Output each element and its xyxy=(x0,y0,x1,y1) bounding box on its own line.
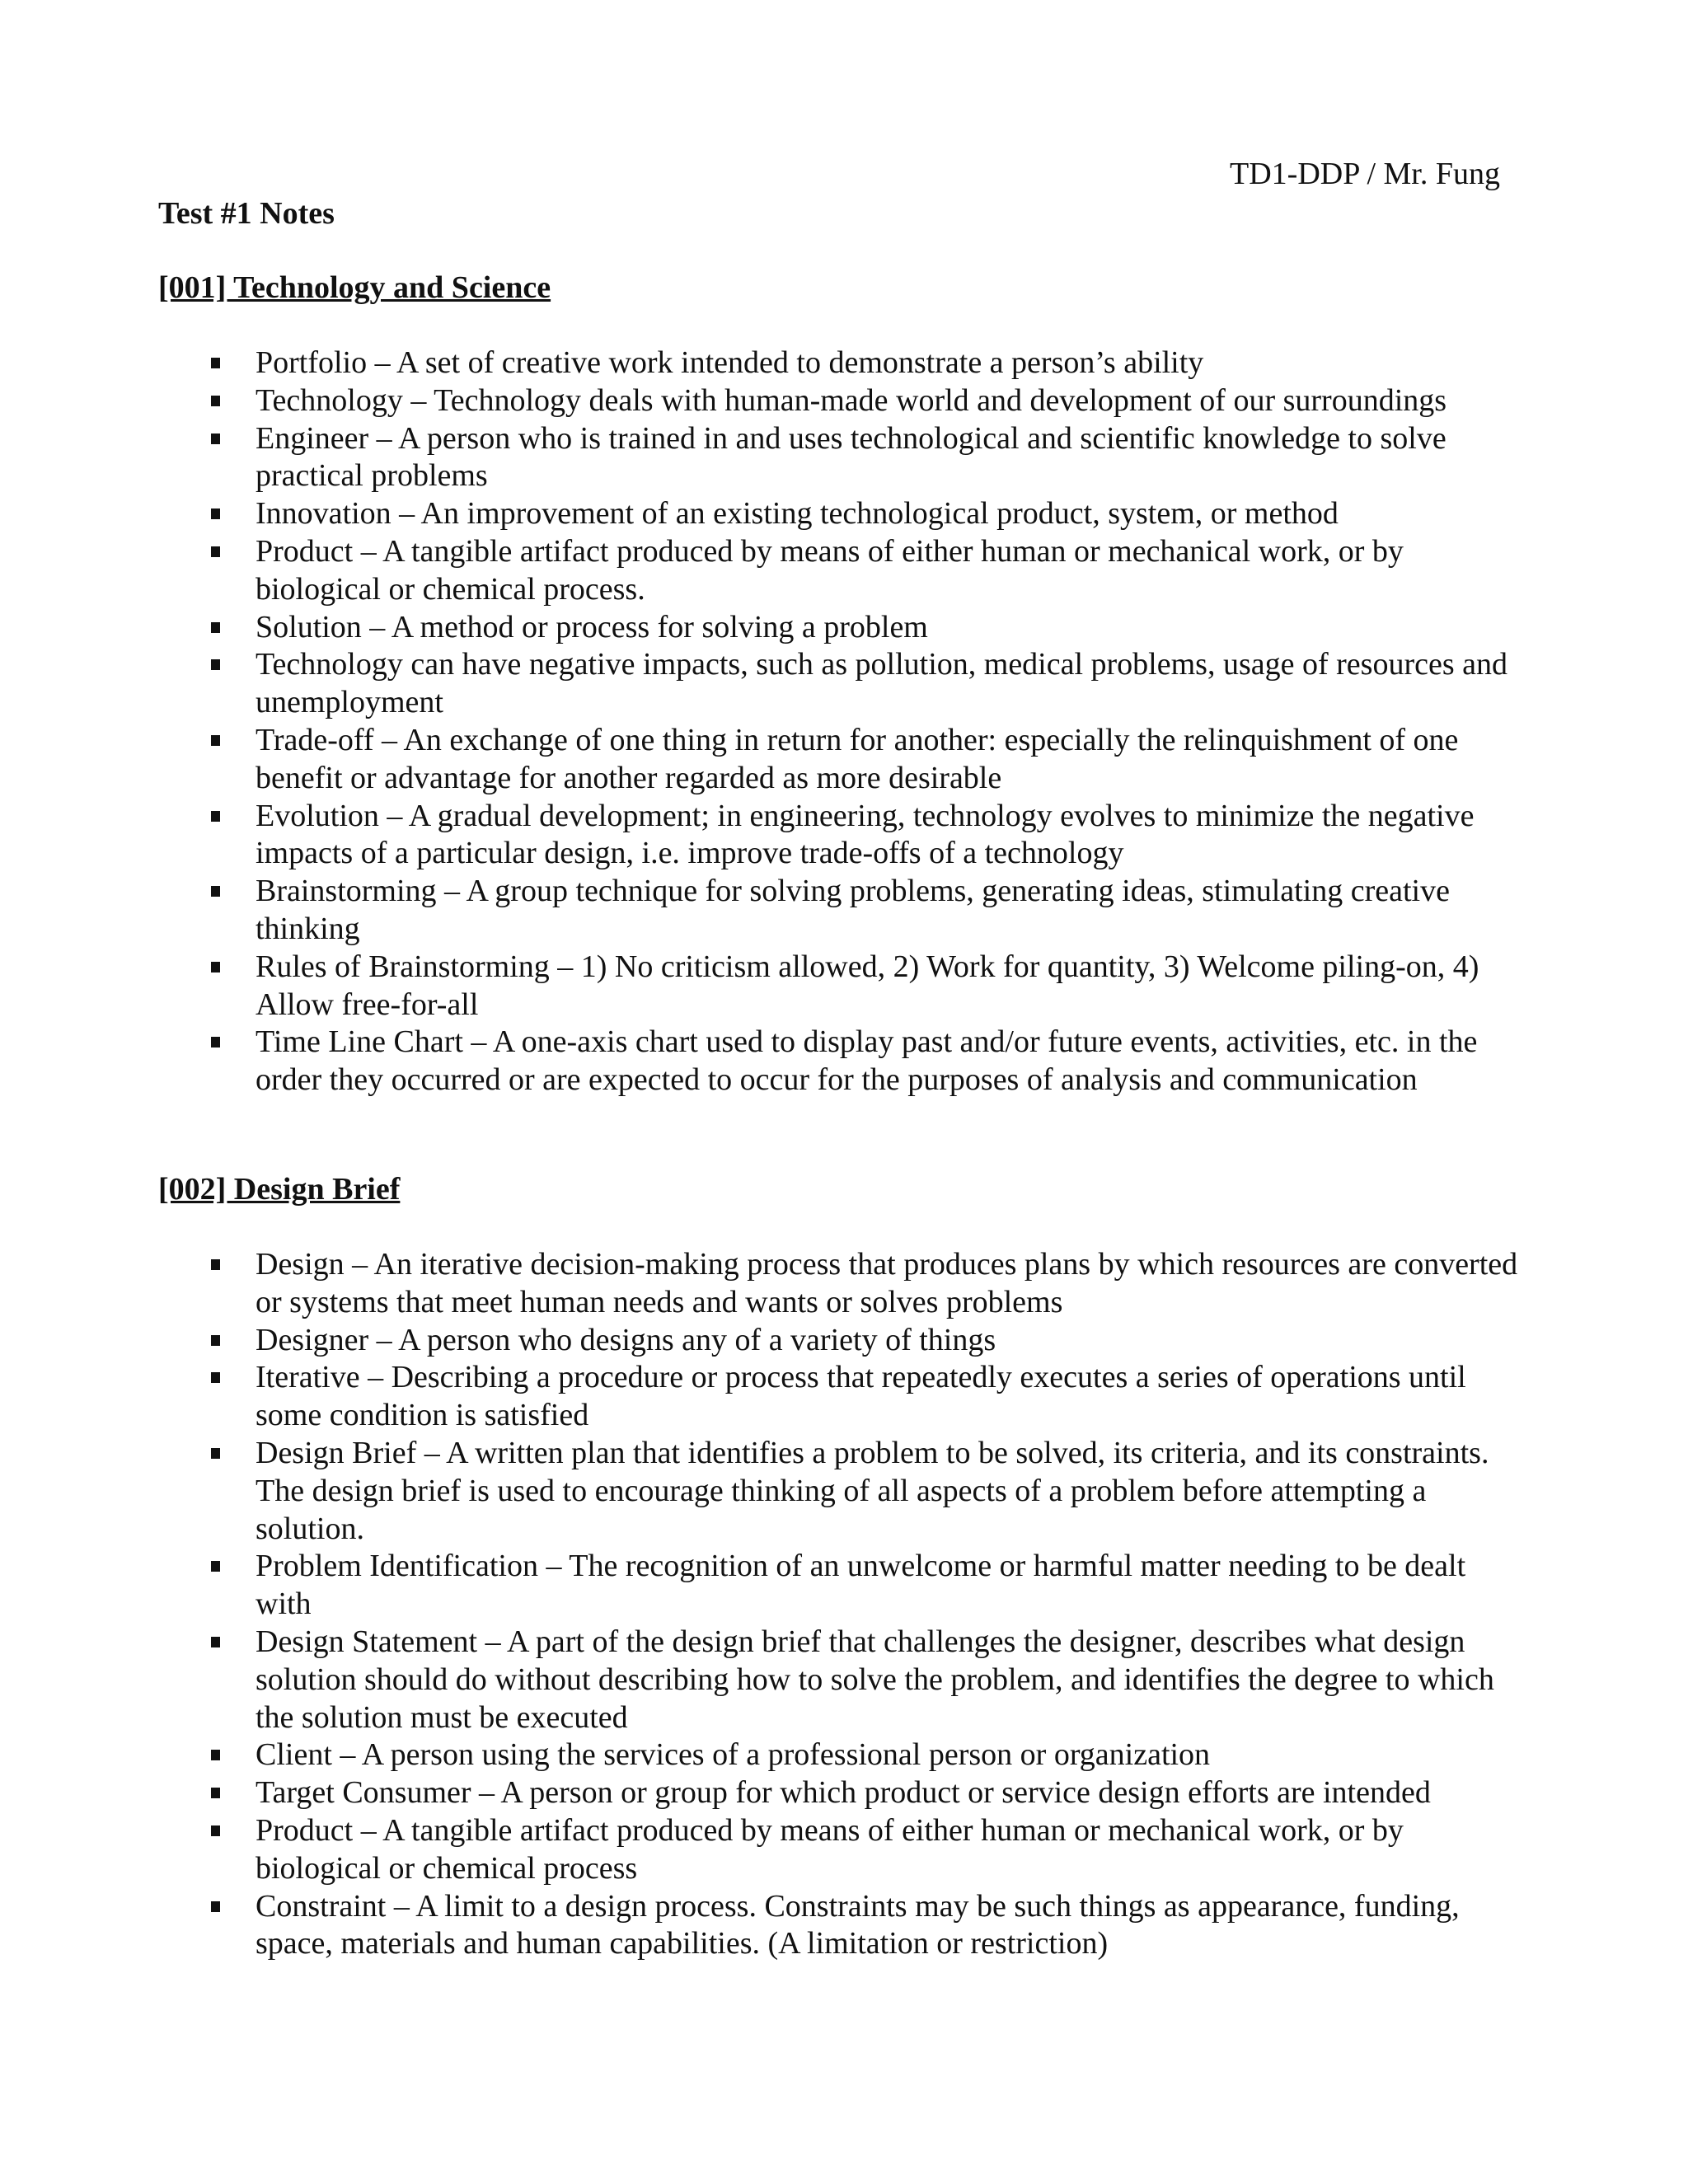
term-list xyxy=(158,344,1518,1099)
list-item xyxy=(158,533,1518,609)
square-bullet-icon xyxy=(211,1788,220,1798)
square-bullet-icon xyxy=(211,1448,220,1459)
list-item-text: Product – A tangible artifact produced by means of either human or mechanical work, or by biological or chemical process. xyxy=(256,533,1404,607)
list-item xyxy=(158,1548,1518,1624)
list-item xyxy=(158,646,1518,722)
list-item-text: Constraint – A limit to a design process. Constraints may be such things as appearance, funding, space, materials and human capabilities. (A limitation or restriction) xyxy=(256,1888,1460,1961)
list-item xyxy=(158,722,1518,798)
list-item xyxy=(158,873,1518,949)
square-bullet-icon xyxy=(211,1901,220,1912)
list-item xyxy=(158,382,1518,420)
list-item xyxy=(158,1322,1518,1360)
list-item-text: Design – An iterative decision-making process that produces plans by which resources are converted or systems that meet human needs and wants or solves problems xyxy=(256,1247,1518,1319)
list-item-text: Product – A tangible artifact produced by means of either human or mechanical work, or by biological or chemical process xyxy=(256,1812,1404,1886)
square-bullet-icon xyxy=(211,358,220,368)
list-item xyxy=(158,420,1518,496)
list-item-text: Technology – Technology deals with human-made world and development of our surroundings xyxy=(256,382,1447,418)
list-item-text: Innovation – An improvement of an existing technological product, system, or method xyxy=(256,496,1339,532)
square-bullet-icon xyxy=(211,886,220,897)
section-design-brief xyxy=(158,1170,1518,1963)
list-item-text: Portfolio – A set of creative work intended to demonstrate a person’s ability xyxy=(256,345,1204,380)
square-bullet-icon xyxy=(211,509,220,519)
list-item xyxy=(158,495,1518,533)
square-bullet-icon xyxy=(211,1750,220,1760)
square-bullet-icon xyxy=(211,396,220,406)
list-item xyxy=(158,1888,1518,1964)
square-bullet-icon xyxy=(211,1637,220,1647)
list-item xyxy=(158,609,1518,647)
document-title: Test #1 Notes xyxy=(158,196,335,231)
list-item-text: Problem Identification – The recognition of an unwelcome or harmful matter needing to be dealt with xyxy=(256,1549,1466,1622)
square-bullet-icon xyxy=(211,1259,220,1270)
square-bullet-icon xyxy=(211,1372,220,1383)
list-item xyxy=(158,344,1518,382)
list-item xyxy=(158,949,1518,1024)
list-item-text: Design Statement – A part of the design brief that challenges the designer, describes what design solution should do without describing how to solve the problem, and identifies the degree to which the solution must be executed xyxy=(256,1624,1494,1735)
list-item-text: Technology can have negative impacts, such as pollution, medical problems, usage of resources and unemployment xyxy=(256,647,1507,720)
list-item xyxy=(158,1774,1518,1812)
square-bullet-icon xyxy=(211,735,220,746)
square-bullet-icon xyxy=(211,546,220,557)
course-teacher-label: TD1-DDP / Mr. Fung xyxy=(1230,157,1500,191)
section-heading: [002] Design Brief xyxy=(158,1172,401,1207)
square-bullet-icon xyxy=(211,1335,220,1346)
list-item xyxy=(158,1736,1518,1774)
term-list xyxy=(158,1246,1518,1963)
square-bullet-icon xyxy=(211,434,220,444)
square-bullet-icon xyxy=(211,1037,220,1047)
list-item-text: Iterative – Describing a procedure or process that repeatedly executes a series of operations until some condition is satisfied xyxy=(256,1360,1466,1433)
list-item-text: Designer – A person who designs any of a variety of things xyxy=(256,1322,996,1357)
list-item xyxy=(158,1246,1518,1322)
list-item-text: Design Brief – A written plan that identifies a problem to be solved, its criteria, and its constraints. The design brief is used to encourage thinking of all aspects of a problem before attempting a solution. xyxy=(256,1435,1489,1546)
section-heading: [001] Technology and Science xyxy=(158,270,551,305)
square-bullet-icon xyxy=(211,622,220,633)
list-item xyxy=(158,798,1518,874)
square-bullet-icon xyxy=(211,811,220,822)
list-item-text: Solution – A method or process for solving a problem xyxy=(256,609,928,644)
list-item xyxy=(158,1359,1518,1435)
list-item-text: Rules of Brainstorming – 1) No criticism allowed, 2) Work for quantity, 3) Welcome piling-on, 4) Allow free-for-all xyxy=(256,949,1479,1022)
list-item-text: Engineer – A person who is trained in and uses technological and scientific knowledge to solve practical problems xyxy=(256,420,1447,494)
square-bullet-icon xyxy=(211,1561,220,1572)
square-bullet-icon xyxy=(211,1825,220,1836)
square-bullet-icon xyxy=(211,659,220,670)
list-item xyxy=(158,1624,1518,1736)
list-item-text: Client – A person using the services of a professional person or organization xyxy=(256,1737,1211,1773)
section-technology-and-science xyxy=(158,269,1518,1099)
list-item xyxy=(158,1812,1518,1888)
list-item xyxy=(158,1024,1518,1099)
list-item-text: Time Line Chart – A one-axis chart used to display past and/or future events, activities, etc. in the order they occurred or are expected to occur for the purposes of analysis and communication xyxy=(256,1024,1478,1098)
list-item-text: Brainstorming – A group technique for solving problems, generating ideas, stimulating creative thinking xyxy=(256,874,1450,946)
square-bullet-icon xyxy=(211,962,220,972)
list-item-text: Target Consumer – A person or group for which product or service design efforts are intended xyxy=(256,1775,1431,1811)
list-item-text: Trade-off – An exchange of one thing in return for another: especially the relinquishment of one benefit or advantage for another regarded as more desirable xyxy=(256,722,1459,795)
list-item xyxy=(158,1435,1518,1548)
list-item-text: Evolution – A gradual development; in engineering, technology evolves to minimize the negative impacts of a particular design, i.e. improve trade-offs of a technology xyxy=(256,798,1475,871)
